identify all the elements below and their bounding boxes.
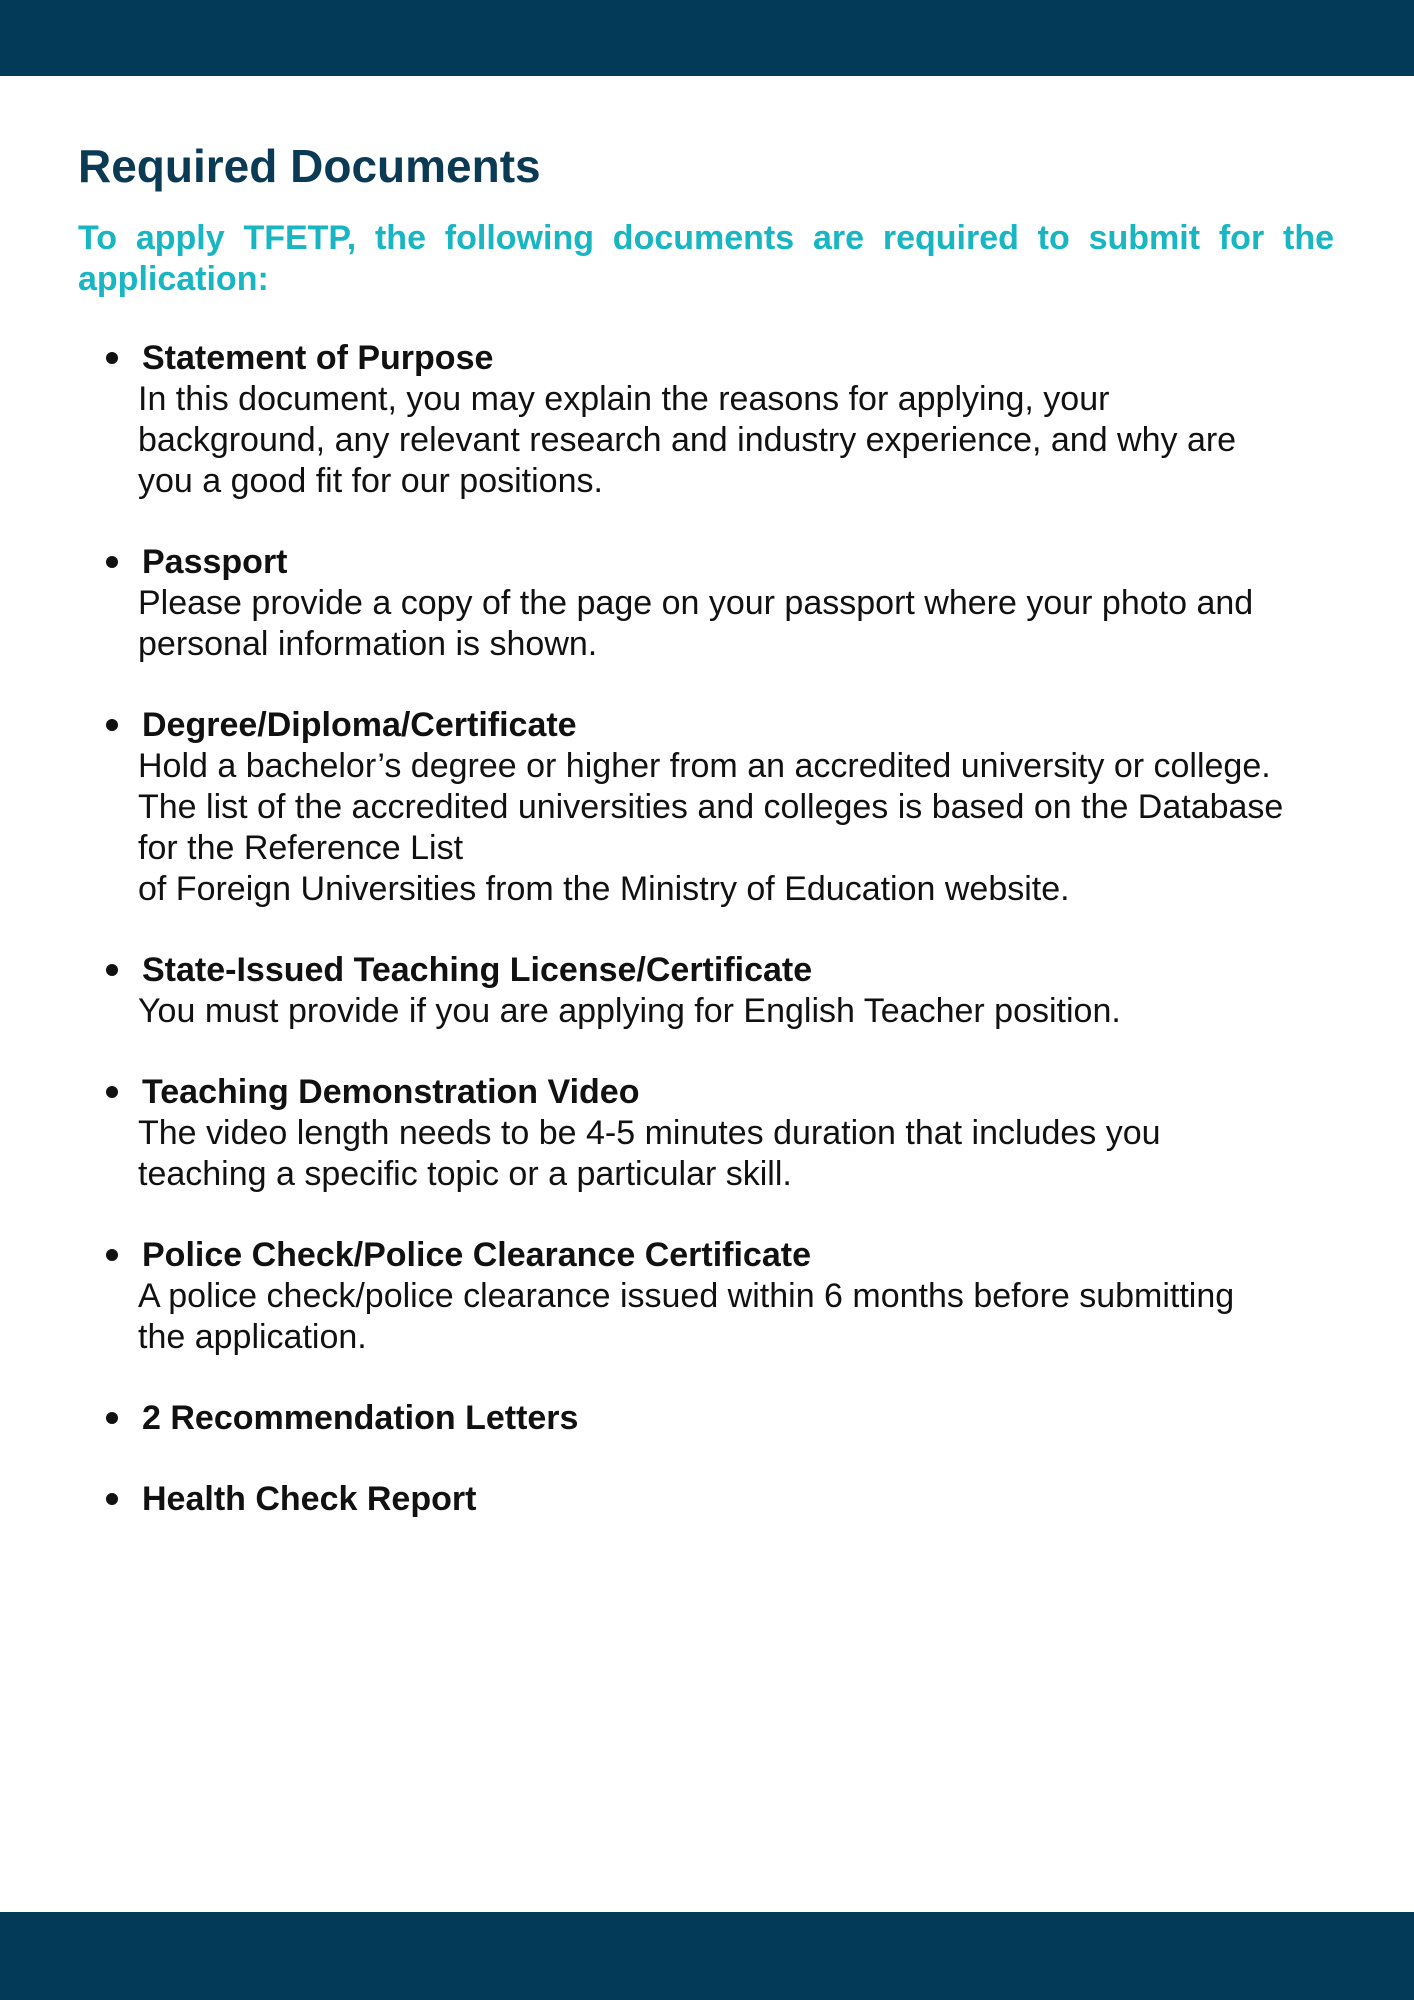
list-item-health-check xyxy=(78,1479,1334,1520)
bullet-icon xyxy=(106,1249,118,1261)
bullet-icon xyxy=(106,1412,118,1424)
document-description: A police check/police clearance issued within 6 months before submitting the application. xyxy=(138,1277,1235,1356)
list-item-teaching-license xyxy=(78,950,1334,1032)
bullet-icon xyxy=(106,556,118,568)
list-item-statement-of-purpose xyxy=(78,338,1334,502)
bullet-icon xyxy=(106,352,118,364)
document-title: Teaching Demonstration Video xyxy=(142,1073,640,1111)
document-title: Passport xyxy=(142,543,288,581)
document-description: The video length needs to be 4-5 minutes duration that includes you teaching a specific topic or a particular skill. xyxy=(138,1114,1161,1193)
document-title: Health Check Report xyxy=(142,1480,477,1518)
main-content xyxy=(78,138,1334,1560)
list-item-police-check xyxy=(78,1235,1334,1358)
list-item-recommendation-letters xyxy=(78,1398,1334,1439)
bullet-icon xyxy=(106,1493,118,1505)
header-band xyxy=(0,0,1414,76)
list-item-degree xyxy=(78,705,1334,910)
page-title: Required Documents xyxy=(78,140,541,192)
document-title: Degree/Diploma/Certificate xyxy=(142,706,577,744)
document-description: Please provide a copy of the page on your passport where your photo and personal information is shown. xyxy=(138,584,1254,663)
bullet-icon xyxy=(106,964,118,976)
bullet-icon xyxy=(106,719,118,731)
bullet-icon xyxy=(106,1086,118,1098)
document-list xyxy=(78,338,1334,1520)
document-description: In this document, you may explain the reasons for applying, your background, any relevant research and industry experience, and why are you a good fit for our positions. xyxy=(138,380,1237,500)
list-item-passport xyxy=(78,542,1334,665)
document-title: Police Check/Police Clearance Certificate xyxy=(142,1236,811,1274)
document-description: Hold a bachelor’s degree or higher from an accredited university or college. The list of the accredited universities and colleges is based on the Database for the Reference List of Foreign Universities from the Ministry of Education website. xyxy=(138,747,1284,908)
intro-text: To apply TFETP, the following documents are required to submit for the application: xyxy=(78,219,1334,298)
document-title: Statement of Purpose xyxy=(142,339,494,377)
document-title: State-Issued Teaching License/Certificate xyxy=(142,951,813,989)
document-title: 2 Recommendation Letters xyxy=(142,1399,579,1437)
list-item-teaching-video xyxy=(78,1072,1334,1195)
document-description: You must provide if you are applying for English Teacher position. xyxy=(138,992,1121,1030)
footer-band xyxy=(0,1912,1414,2000)
